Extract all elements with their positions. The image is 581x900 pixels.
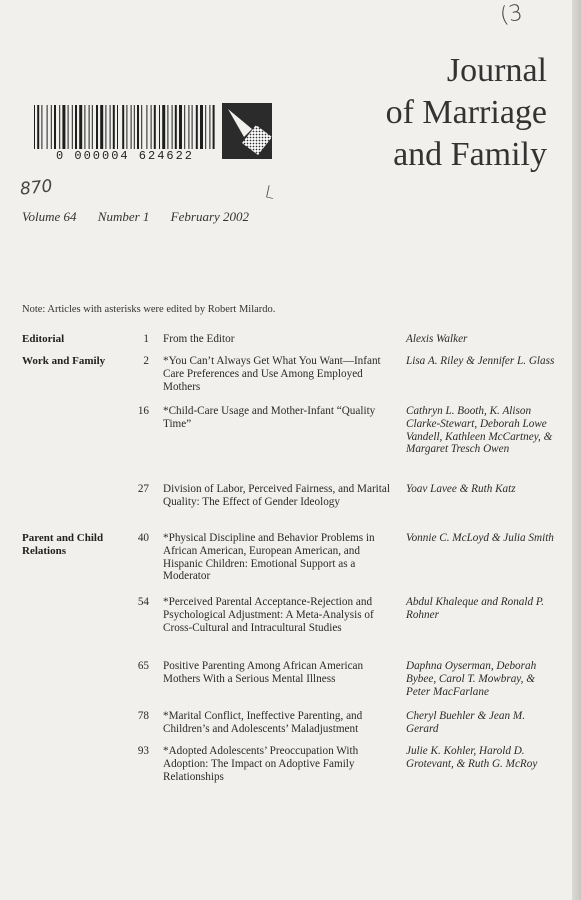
toc-title[interactable]: *Physical Discipline and Behavior Problems in African American, European American, and Hispanic Children: Emotional Support as a Moderator [163,532,375,583]
issue-number: Number 1 [97,209,150,224]
toc-title[interactable]: *Adopted Adolescents’ Preoccupation With Adoption: The Impact on Adoptive Family Relationships [163,745,359,783]
toc-title[interactable]: *Perceived Parental Acceptance-Rejection and Psychological Adjustment: A Meta-Analysis of Cross-Cultural and Intracultural Studies [163,596,374,634]
toc-authors: Daphna Oyserman, Deborah Bybee, Carol T. Mowbray, & Peter MacFarlane [406,660,537,698]
issue-date: February 2002 [170,209,250,224]
toc-page: 78 [137,710,149,722]
toc-page: 54 [137,596,149,608]
toc-page: 2 [143,355,149,367]
journal-title-line3: and Family [393,136,547,173]
handwritten-mark-mid: L [263,182,277,204]
page-edge [572,0,581,900]
barcode [30,103,220,165]
toc-title[interactable]: *You Can’t Always Get What You Want—Infant Care Preferences and Use Among Employed Mothers [163,355,381,393]
handwritten-mark-left: 870 [19,176,54,200]
toc-authors: Cheryl Buehler & Jean M. Gerard [406,710,525,735]
toc-title[interactable]: *Marital Conflict, Ineffective Parenting, and Children’s and Adolescents’ Maladjustment [163,710,363,735]
toc-title[interactable]: *Child-Care Usage and Mother-Infant “Quality Time” [163,405,376,430]
toc-authors: Vonnie C. McLoyd & Julia Smith [406,532,554,544]
issue-info [22,209,267,225]
toc-section: Work and Family [22,355,106,367]
toc-section: Editorial [22,333,65,345]
journal-title [287,50,547,176]
journal-title-line1: Journal [446,52,547,89]
issue-volume: Volume 64 [22,209,77,224]
editorial-note: Note: Articles with asterisks were edited by Robert Milardo. [22,304,276,315]
handwritten-mark-corner: (3 [498,0,525,29]
toc-authors: Yoav Lavee & Ruth Katz [406,483,516,495]
toc-title[interactable]: Division of Labor, Perceived Fairness, and Marital Quality: The Effect of Gender Ideology [163,483,390,508]
toc-authors: Lisa A. Riley & Jennifer L. Glass [406,355,555,367]
toc-page: 40 [137,532,149,544]
toc-page: 65 [137,660,149,672]
toc-authors: Cathryn L. Booth, K. Alison Clarke-Stewart, Deborah Lowe Vandell, Kathleen McCartney, & Margaret Tresch Owen [406,405,553,456]
toc-title[interactable]: Positive Parenting Among African American Mothers With a Serious Mental Illness [163,660,364,685]
toc-page: 93 [137,745,149,757]
publisher-logo-icon [222,103,272,159]
barcode-digits: 0 000004 624622 [55,149,195,163]
toc-page: 27 [137,483,149,495]
toc-authors: Abdul Khaleque and Ronald P. Rohner [406,596,545,621]
toc-authors: Julie K. Kohler, Harold D. Grotevant, & Ruth G. McRoy [406,745,538,770]
toc-authors: Alexis Walker [406,333,468,345]
journal-title-line2: of Marriage [385,94,547,131]
toc-section: Parent and Child Relations [22,532,104,557]
toc-page: 16 [137,405,149,417]
toc-title[interactable]: From the Editor [163,333,235,345]
barcode-bars [30,103,220,149]
toc-page: 1 [143,333,149,345]
